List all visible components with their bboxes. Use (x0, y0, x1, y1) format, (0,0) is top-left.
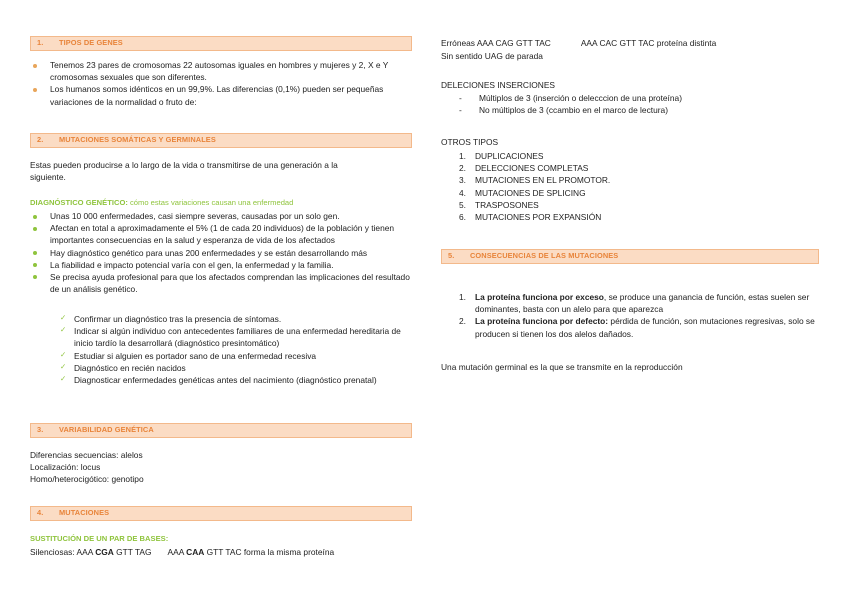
section-title: CONSECUENCIAS DE LAS MUTACIONES (470, 251, 619, 261)
list-item: 3. MUTACIONES EN EL PROMOTOR. (459, 175, 611, 186)
list-item: 1. La proteína funciona por exceso, se produce una ganancia de función, estas suelen ser dominantes, basta con un alelo para que aparezca (459, 292, 810, 315)
section-header-5: 5. CONSECUENCIAS DE LAS MUTACIONES (441, 249, 819, 264)
section-title: MUTACIONES SOMÁTICAS Y GERMINALES (59, 135, 216, 145)
list-item: 5. TRASPOSONES (459, 199, 539, 210)
diagnostic-uses-list (56, 313, 412, 386)
deletions-list (441, 92, 819, 116)
section-header-4: 4. MUTACIONES (30, 506, 412, 521)
variability-lines: Diferencias secuencias: alelos Localización: locus Homo/heterocigótico: genotipo (30, 450, 144, 485)
missense-line: Erróneas AAA CAG GTT TAC AAA CAC GTT TAC proteína distinta (441, 38, 717, 48)
list-item: Tenemos 23 pares de cromosomas 22 autosomas iguales en hombres y mujeres y 2, X e Y cromosomas sexuales que son diferentes. (30, 59, 412, 83)
list-item: ✓ Confirmar un diagnóstico tras la presencia de síntomas. (56, 313, 412, 325)
list-item: ✓ Indicar si algún individuo con antecedentes familiares de una enfermedad hereditaria de inicio tardío la desarrollará (diagnóstico presintomático) (56, 325, 412, 349)
deletions-heading: DELECIONES INSERCIONES (441, 80, 556, 90)
section-header-3: 3. VARIABILIDAD GENÉTICA (30, 423, 412, 438)
list-item: 2. La proteína funciona por defecto: pérdida de función, son mutaciones regresivas, solo se producen si tienen los dos alelos dañados. (459, 316, 815, 339)
list-item: ✓ Diagnóstico en recién nacidos (56, 362, 412, 374)
substitution-heading: SUSTITUCIÓN DE UN PAR DE BASES: (30, 534, 169, 543)
diagnostic-heading: DIAGNÓSTICO GENÉTICO: cómo estas variaciones causan una enfermedad (30, 198, 294, 207)
silent-mutation-line: Silenciosas: AAA CGA GTT TAG AAA CAA GTT TAC forma la misma proteína (30, 547, 335, 557)
other-types-list (441, 150, 819, 223)
section-title: VARIABILIDAD GENÉTICA (59, 425, 154, 435)
list-item: 4. MUTACIONES DE SPLICING (459, 187, 586, 198)
list-item: - Múltiplos de 3 (inserción o delecccion de una proteína) (441, 92, 819, 104)
list-item: Se precisa ayuda profesional para que los afectados comprendan las implicaciones del resultado de un análisis genético. (30, 271, 412, 295)
diagnostic-list (30, 210, 412, 295)
list-item: 2. DELECCIONES COMPLETAS (459, 163, 589, 174)
list-item: Afectan en total a aproximadamente el 5% (1 de cada 20 individuos) de la población y tienen importantes consecuencias en la salud y esperanza de vida de los afectados (30, 222, 412, 246)
nonsense-line: Sin sentido UAG de parada (441, 51, 543, 61)
list-item: 6. MUTACIONES POR EXPANSIÓN (459, 211, 602, 222)
list-item: La fiabilidad e impacto potencial varía con el gen, la enfermedad y la familia. (30, 259, 412, 271)
section-title: TIPOS DE GENES (59, 38, 123, 48)
genes-list (30, 59, 412, 108)
list-item: Los humanos somos idénticos en un 99,9%. Las diferencias (0,1%) pueden ser pequeñas variaciones de la normalidad o fruto de: (30, 83, 412, 107)
list-item: Hay diagnóstico genético para unas 200 enfermedades y se están desarrollando más (30, 247, 412, 259)
mutations-intro: Estas pueden producirse a lo largo de la vida o transmitirse de una generación a la siguiente. (30, 160, 338, 183)
germinal-note: Una mutación germinal es la que se transmite en la reproducción (441, 362, 683, 372)
list-item: ✓ Estudiar si alguien es portador sano de una enfermedad recesiva (56, 350, 412, 362)
section-header-2: 2. MUTACIONES SOMÁTICAS Y GERMINALES (30, 133, 412, 148)
section-title: MUTACIONES (59, 508, 110, 518)
list-item: Unas 10 000 enfermedades, casi siempre severas, causadas por un solo gen. (30, 210, 412, 222)
list-item: - No múltiplos de 3 (ccambio en el marco de lectura) (441, 104, 819, 116)
list-item: ✓ Diagnosticar enfermedades genéticas antes del nacimiento (diagnóstico prenatal) (56, 374, 412, 386)
list-item: 1. DUPLICACIONES (459, 151, 544, 161)
consequences-list (441, 291, 819, 340)
other-types-heading: OTROS TIPOS (441, 137, 499, 147)
section-header-1: 1. TIPOS DE GENES (30, 36, 412, 51)
